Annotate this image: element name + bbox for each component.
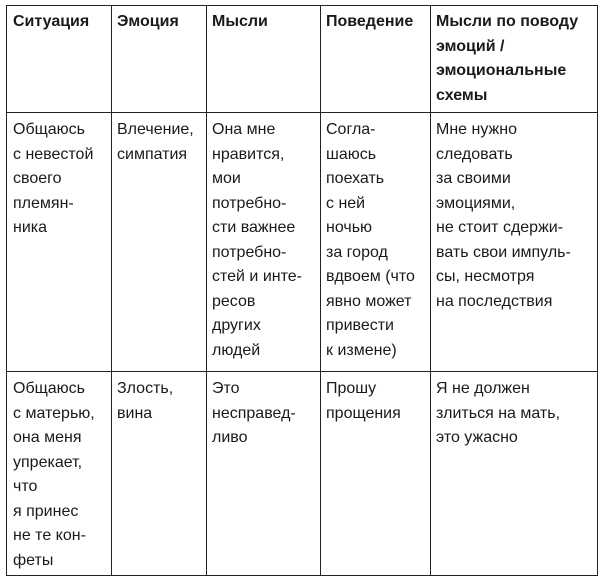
header-behavior: Поведение: [326, 13, 414, 30]
column-divider: [430, 5, 431, 576]
row1-thoughts: Она мне нравится, мои потребно- сти важнее потребно- стей и инте- ресов других людей: [212, 121, 302, 359]
column-divider: [206, 5, 207, 576]
header-emotion-schemas: Мысли по поводу эмоций / эмоциональные схемы: [436, 13, 579, 104]
row2-behavior: Прошу прощения: [326, 380, 401, 422]
row1-emotion-schemas: Мне нужно следовать за своими эмоциями, не стоит сдержи- вать свои импуль- сы, несмотря на последствия: [436, 121, 571, 310]
row-divider: [6, 371, 598, 372]
row2-situation: Общаюсь с матерью, она меня упрекает, что я принес не те кон- феты: [13, 380, 95, 569]
column-divider: [320, 5, 321, 576]
row1-behavior: Согла- шаюсь поехать с ней ночью за город вдвоем (что явно может привести к измене): [326, 121, 415, 359]
header-thoughts: Мысли: [212, 13, 268, 30]
column-divider: [111, 5, 112, 576]
row1-emotion: Влечение, симпатия: [117, 121, 194, 163]
row-divider: [6, 112, 598, 113]
row1-situation: Общаюсь с невестой своего племян- ника: [13, 121, 94, 236]
header-situation: Ситуация: [13, 13, 90, 30]
row2-emotion: Злость, вина: [117, 380, 174, 422]
row2-emotion-schemas: Я не должен злиться на мать, это ужасно: [436, 380, 561, 446]
row2-thoughts: Это несправед- ливо: [212, 380, 296, 446]
header-emotion: Эмоция: [117, 13, 179, 30]
